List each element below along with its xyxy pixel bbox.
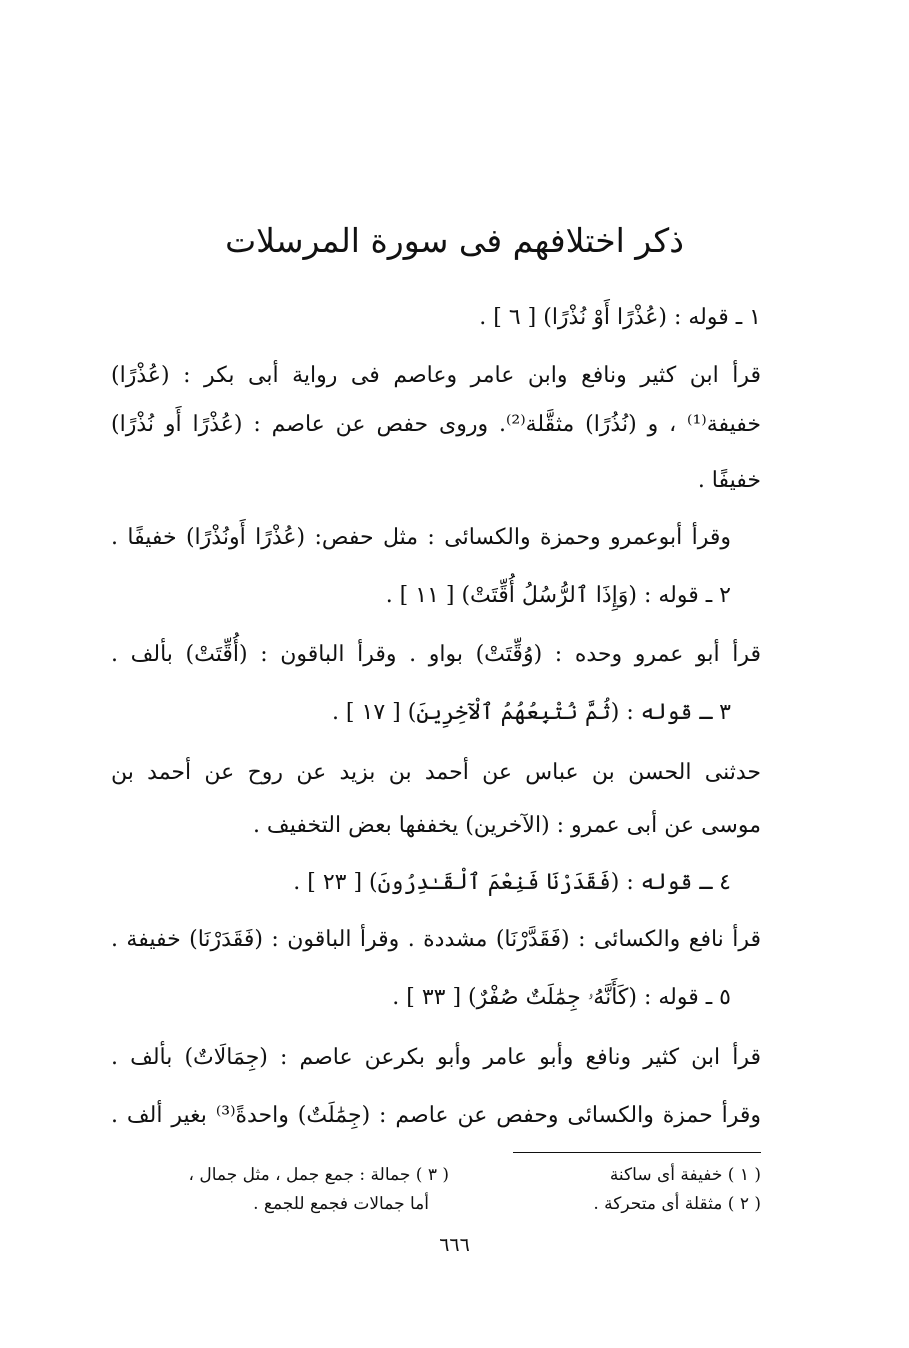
footnote-3: ( ٣ ) جمالة : جمع جمل ، مثل جمال ، — [188, 1165, 449, 1185]
text-line: قرأ ابن كثير ونافع وابن عامر وعاصم فى رواية أبى بكر : (عُذْرًا) — [111, 363, 761, 388]
text-line: خفيفًا . — [697, 468, 761, 493]
text-line: موسى عن أبى عمرو : (الآخرين) يخففها بعض التخفيف . — [252, 813, 761, 838]
page-title: ذكر اختلافهم فى سورة المرسلات — [225, 221, 684, 260]
verse-line-3: ٣ ـ قوله : (ثُمَّ نُتْبِعُهُمُ ٱلْآخِرِينَ) [ ١٧ ] . — [331, 700, 731, 725]
footnote-2: ( ٢ ) مثقلة أى متحركة . — [593, 1194, 761, 1214]
verse-line-2: ٢ ـ قوله : (وَإِذَا ٱلرُّسُلُ أُقِّتَتْ) [ ١١ ] . — [385, 583, 731, 608]
text-line: وقرأ أبوعمرو وحمزة والكسائى : مثل حفص: (عُذْرًا أَونُذْرًا) خفيفًا . — [111, 525, 731, 550]
verse-line-5: ٥ ـ قوله : (كَأَنَّهُۥ جِمَٰلَتٌ صُفْرٌ) [ ٣٣ ] . — [392, 985, 731, 1010]
text-line: حدثنى الحسن بن عباس عن أحمد بن بزيد عن روح عن أحمد بن — [111, 760, 761, 785]
page-number: ٦٦٦ — [439, 1234, 470, 1256]
footnote-3-continuation: أما جمالات فجمع للجمع . — [253, 1194, 429, 1214]
footnote-divider — [513, 1152, 761, 1153]
verse-line-4: ٤ ـ قوله : (فَقَدَرْنَا فَنِعْمَ ٱلْقَـٰدِرُونَ) [ ٢٣ ] . — [293, 870, 731, 895]
text-line: قرأ نافع والكسائى : (فَقَدَّرْنَا) مشددة . وقرأ الباقون : (فَقَدَرْنَا) خفيفة . — [111, 927, 761, 952]
verse-line-1: ١ ـ قوله : (عُذْرًا أَوْ نُذْرًا) [ ٦ ] . — [479, 305, 761, 330]
text-line: خفيفة⁽¹⁾ ، و (نُذُرًا) مثقَّلة⁽²⁾. وروى حفص عن عاصم : (عُذْرًا أَو نُذْرًا) — [111, 412, 761, 437]
text-line: قرأ ابن كثير ونافع وأبو عامر وأبو بكرعن عاصم : (جِمَالَاتٌ) بألف . — [111, 1045, 761, 1070]
footnote-1: ( ١ ) خفيفة أى ساكنة — [609, 1165, 761, 1185]
text-line: قرأ أبو عمرو وحده : (وُقِّتَتْ) بواو . وقرأ الباقون : (أُقِّتَتْ) بألف . — [111, 642, 761, 667]
text-line: وقرأ حمزة والكسائى وحفص عن عاصم : (جِمَٰلَتٌ) واحدةً⁽³⁾ بغير ألف . — [111, 1103, 762, 1128]
